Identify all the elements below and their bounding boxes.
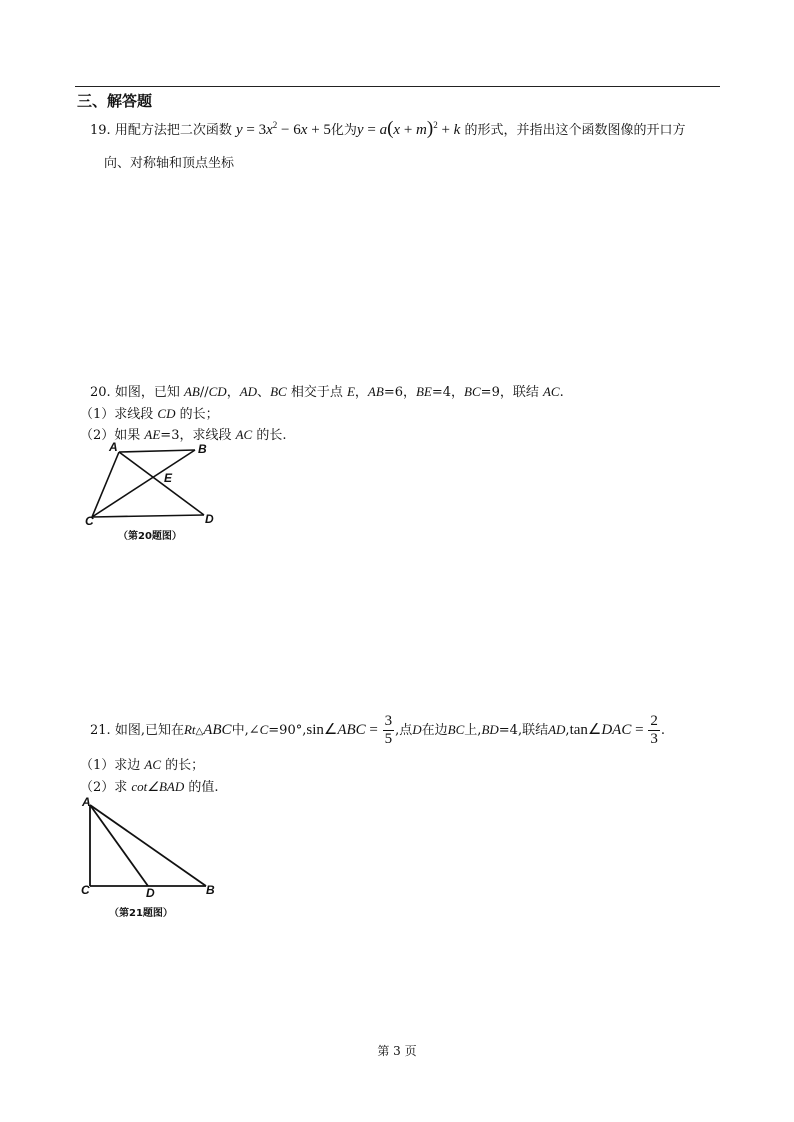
fraction-3-5: $\frac{3}{5}$ (384, 713, 393, 747)
question-19-line1: 19. 用配方法把二次函数 $y = 3x^2 - 6x + 5$化为$y = a(x + m)^2 + k$ 的形式，并指出这个函数图像的开口方 (90, 118, 686, 139)
point-label-b: B (206, 883, 215, 897)
question-19-line2: 向、对称轴和顶点坐标 (104, 156, 235, 171)
segment-ad (119, 452, 204, 515)
point-label-d: D (146, 886, 155, 900)
segment-ab (119, 450, 195, 452)
point-label-b: B (198, 442, 207, 456)
point-label-d: D (205, 512, 214, 526)
question-21-line1: 21. 如图,已知在Rt△ABC中,∠C=90°,sin∠ABC = $\frac{3}{5}$ ,点D在边BC上,BD=4,联结AD,tan∠DAC = $\frac{2}{3}$ . (90, 713, 665, 747)
figure-20 (80, 440, 230, 540)
question-20-part1: （1）求线段 CD 的长； (80, 406, 219, 422)
figure-21-diagram (78, 795, 228, 920)
segment-ad (90, 805, 148, 886)
figure-21 (78, 795, 228, 920)
top-rule (75, 86, 720, 87)
section-heading: 三、解答题 (77, 92, 153, 110)
segment-bc (92, 450, 195, 517)
page-number: 第 3 页 (377, 1044, 417, 1058)
question-20-line1: 20. 如图，已知 AB//CD，AD、BC 相交于点 E，AB=6，BE=4，BC=9，联结 AC. (90, 384, 564, 400)
point-label-a: A (109, 440, 118, 454)
segment-ab (90, 805, 206, 886)
question-20-part2: （2）如果 AE=3，求线段 AC 的长. (80, 427, 287, 443)
equation-vertex-form: $y = a(x + m)^2 + k$ (356, 118, 461, 139)
question-21-part1: （1）求边 AC 的长； (80, 757, 205, 773)
point-label-c: C (85, 514, 94, 528)
segment-ac (92, 452, 119, 517)
segment-cd (92, 515, 204, 517)
figure-21-caption: （第21题图） (109, 908, 173, 919)
point-label-a: A (82, 795, 91, 809)
point-label-c: C (81, 883, 90, 897)
point-label-e: E (164, 471, 173, 485)
figure-20-caption: （第20题图） (118, 531, 182, 542)
question-21-part2: （2）求 cot∠BAD 的值. (80, 779, 219, 795)
equation-quadratic: $y = 3x^2 - 6x + 5$ (235, 120, 331, 138)
fraction-2-3: $\frac{2}{3}$ (650, 713, 658, 747)
